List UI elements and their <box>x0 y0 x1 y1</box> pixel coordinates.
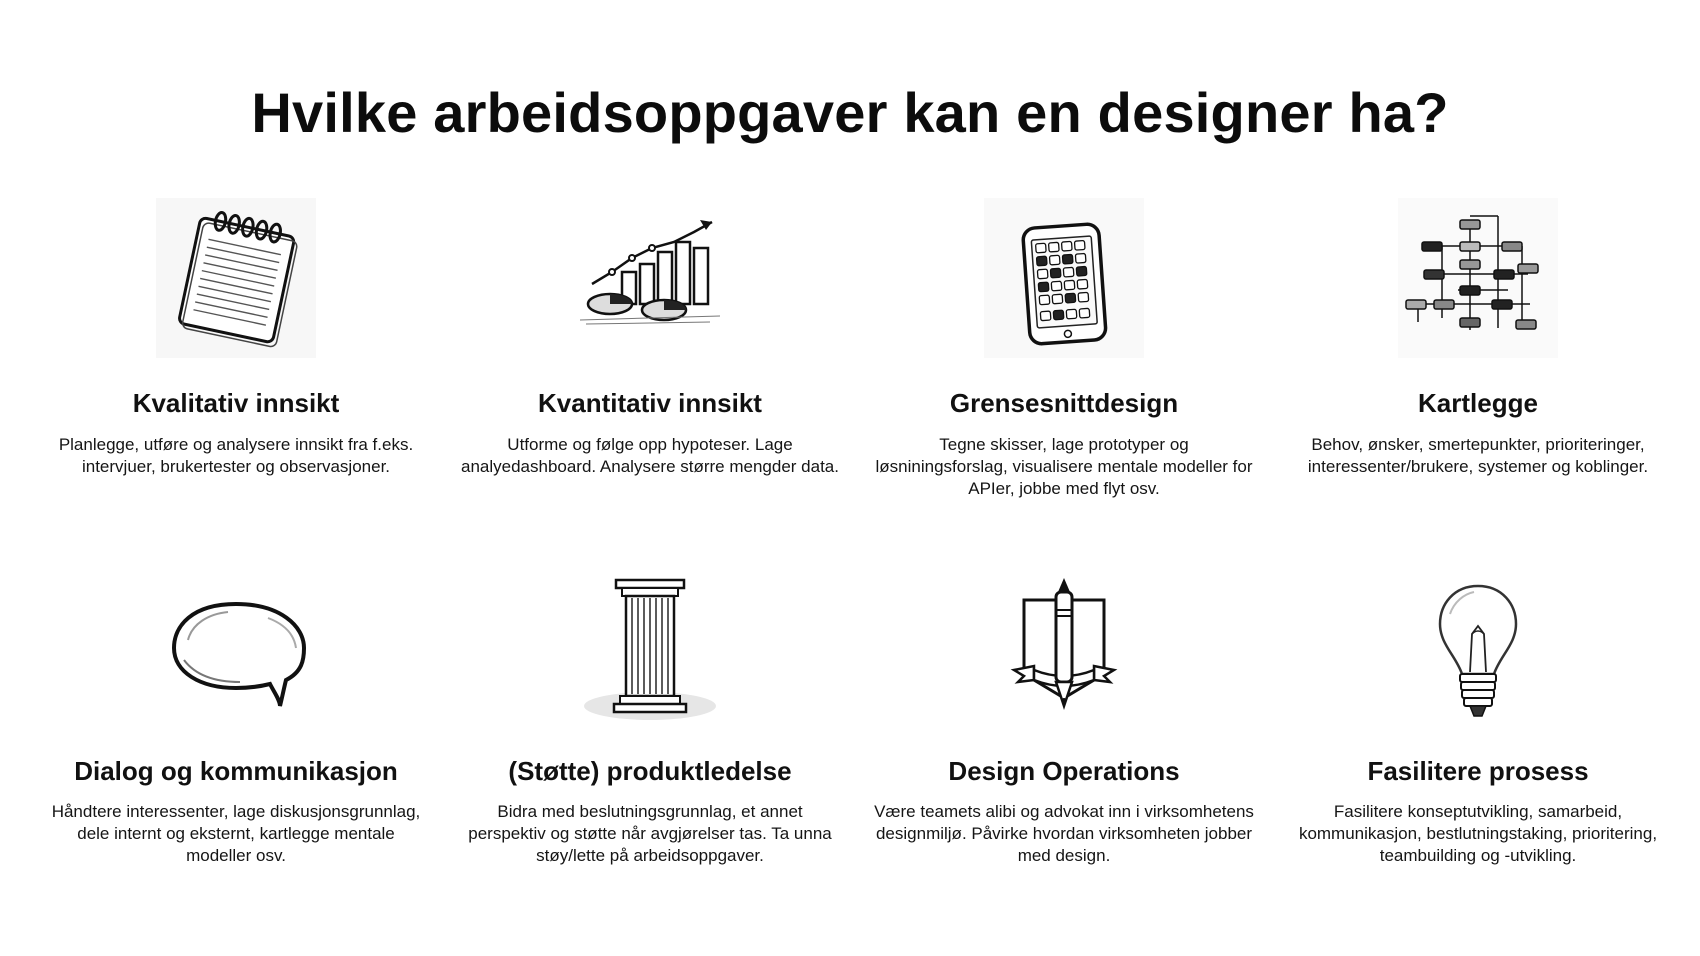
card-heading: Kvalitativ innsikt <box>132 388 340 418</box>
card-heading: Dialog og kommunikasjon <box>74 756 398 786</box>
card-description: Behov, ønsker, smertepunkter, prioriteringer, interessenter/brukere, systemer og koblinger. <box>1307 435 1649 476</box>
card-description: Utforme og følge opp hypoteser. Lage analyedashboard. Analysere større mengder data. <box>460 435 839 476</box>
chart-icon <box>570 198 730 358</box>
page-title: Hvilke arbeidsoppgaver kan en designer ha? <box>251 81 1449 144</box>
pillar-icon <box>570 570 730 730</box>
smartphone-icon <box>984 198 1144 358</box>
card-description: Tegne skisser, lage prototyper og løsniningsforslag, visualisere mentale modeller for APIer, jobbe med flyt osv. <box>875 435 1253 498</box>
speech-bubble-icon <box>156 570 316 730</box>
card-description: Planlegge, utføre og analysere innsikt fra f.eks. intervjuer, brukertester og observasjoner. <box>58 435 414 476</box>
pen-shield-icon <box>984 570 1144 730</box>
lightbulb-icon <box>1398 570 1558 730</box>
notepad-icon <box>156 198 316 358</box>
card-heading: Kartlegge <box>1418 388 1538 418</box>
card-heading: (Støtte) produktledelse <box>508 756 792 786</box>
card-heading: Fasilitere prosess <box>1367 756 1589 786</box>
card-heading: Kvantitativ innsikt <box>538 388 762 418</box>
card-heading: Grensesnittdesign <box>949 388 1179 418</box>
flowchart-icon <box>1398 198 1558 358</box>
card-description: Håndtere interessenter, lage diskusjonsgrunnlag, dele internt og eksternt, kartlegge mentale modeller osv. <box>51 802 421 865</box>
card-description: Fasilitere konseptutvikling, samarbeid, kommunikasjon, bestlutningstaking, prioritering, teambuilding og -utvikling. <box>1298 802 1658 865</box>
card-heading: Design Operations <box>948 756 1180 786</box>
card-description: Bidra med beslutningsgrunnlag, et annet perspektiv og støtte når avgjørelser tas. Ta unna støy/lette på arbeidsoppgaver. <box>468 802 832 865</box>
card-description: Være teamets alibi og advokat inn i virksomhetens designmiljø. Påvirke hvordan virksomheten jobber med design. <box>874 802 1254 865</box>
